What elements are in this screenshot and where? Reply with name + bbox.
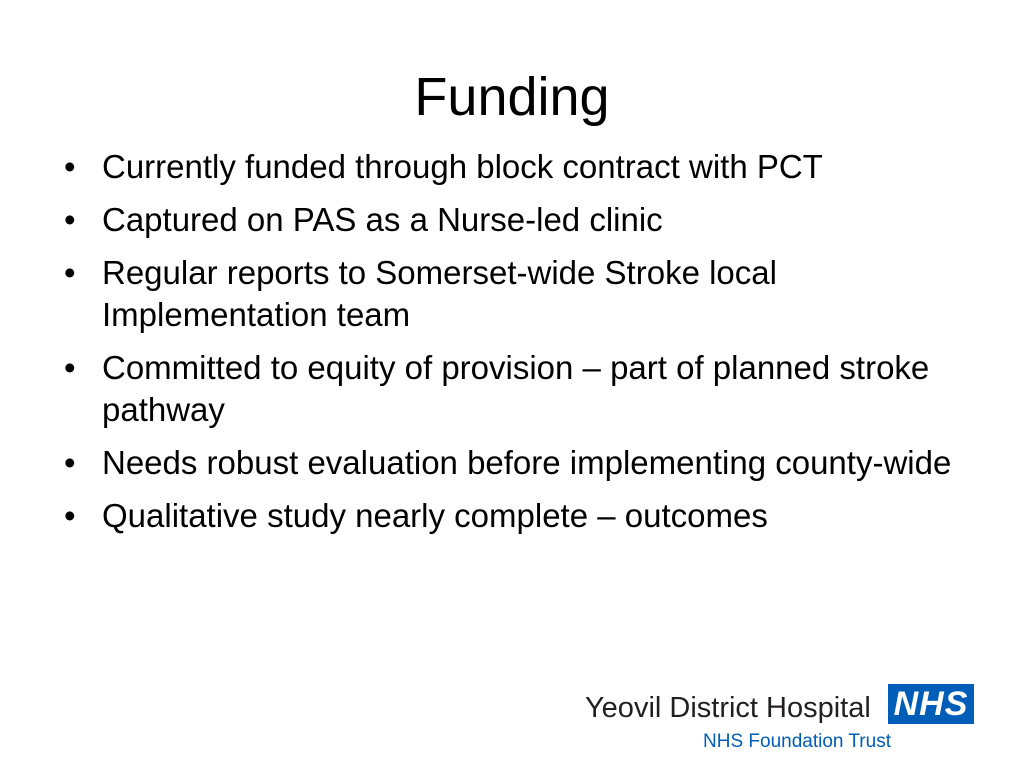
bullet-marker: • (64, 148, 76, 185)
nhs-logo-icon (888, 684, 974, 724)
trust-name: NHS Foundation Trust (703, 731, 891, 752)
bullet-marker: • (64, 497, 76, 534)
bullet-list (60, 146, 960, 548)
bullet-text: Currently funded through block contract with PCT (102, 148, 823, 185)
bullet-text: Needs robust evaluation before implementing county-wide (102, 444, 952, 481)
bullet-item (60, 442, 960, 484)
bullet-item (60, 199, 960, 241)
nhs-logo-text: NHS (893, 685, 969, 723)
slide-title: Funding (414, 67, 610, 127)
hospital-name: Yeovil District Hospital (585, 692, 871, 724)
bullet-marker: • (64, 349, 76, 386)
bullet-text: Qualitative study nearly complete – outcomes (102, 497, 768, 534)
bullet-marker: • (64, 444, 76, 481)
bullet-text: Regular reports to Somerset-wide Stroke local Implementation team (102, 254, 777, 333)
bullet-marker: • (64, 201, 76, 238)
bullet-item (60, 347, 960, 431)
bullet-item (60, 495, 960, 537)
bullet-item (60, 146, 960, 188)
bullet-item (60, 252, 960, 336)
bullet-text: Committed to equity of provision – part of planned stroke pathway (102, 349, 930, 428)
bullet-text: Captured on PAS as a Nurse-led clinic (102, 201, 663, 238)
hospital-logo (580, 682, 980, 762)
bullet-marker: • (64, 254, 76, 291)
